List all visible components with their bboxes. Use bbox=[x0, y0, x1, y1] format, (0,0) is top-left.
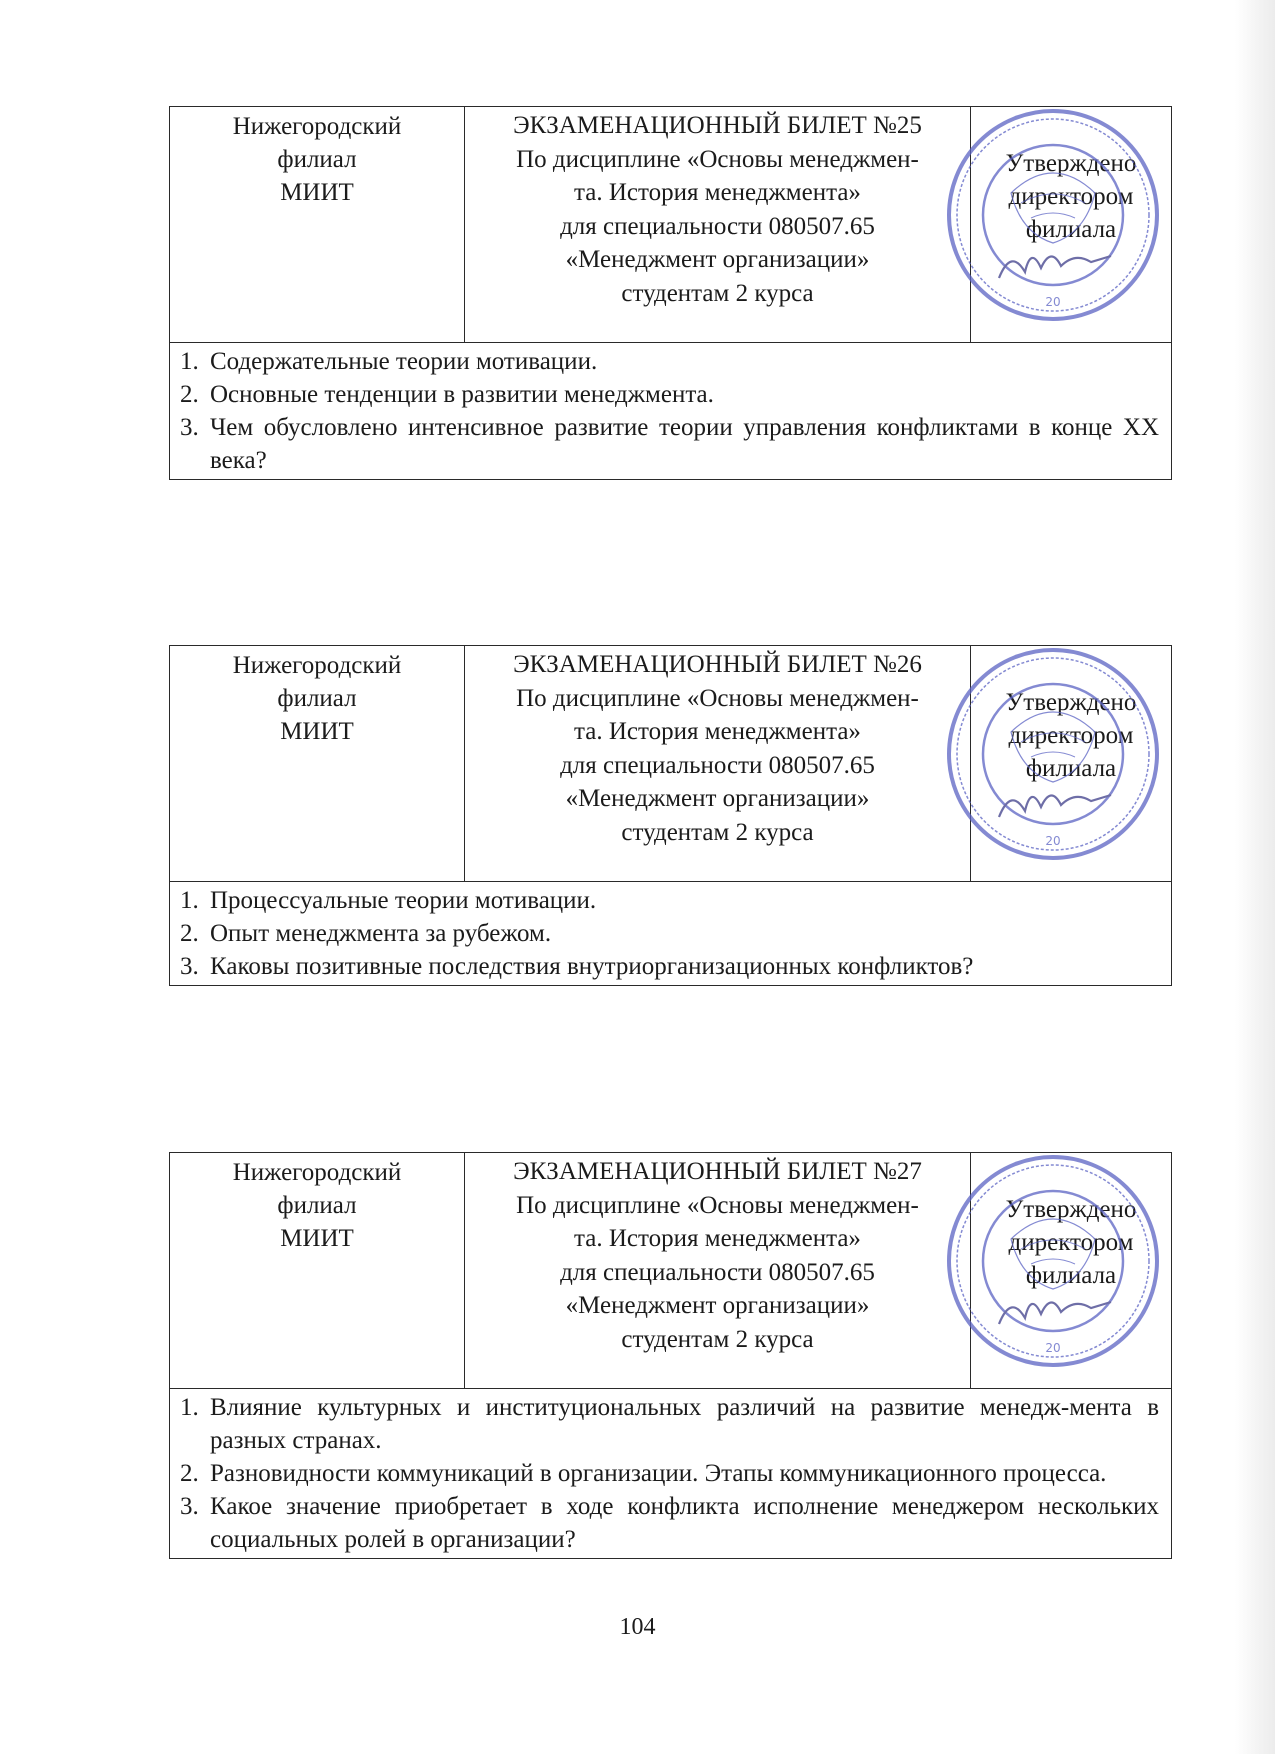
question-text: Разновидности коммуникаций в организации. Этапы коммуникационного процесса. bbox=[210, 1460, 1107, 1487]
question-text: Содержательные теории мотивации. bbox=[210, 348, 598, 375]
approval-line: Утверждено bbox=[1005, 689, 1137, 716]
approval-line: директором bbox=[1008, 1229, 1134, 1256]
ticket-title-cell bbox=[465, 1153, 971, 1388]
question-item bbox=[180, 950, 1159, 983]
course-line: студентам 2 курса bbox=[621, 279, 814, 307]
approval-line: директором bbox=[1008, 183, 1134, 210]
org-line: филиал bbox=[277, 1192, 357, 1219]
exam-ticket-26 bbox=[169, 645, 1172, 986]
approval-line: филиала bbox=[1025, 755, 1117, 782]
question-item bbox=[180, 884, 1159, 917]
ticket-title: ЭКЗАМЕНАЦИОННЫЙ БИЛЕТ №26 bbox=[513, 651, 922, 678]
approval-line: филиала bbox=[1025, 1262, 1117, 1289]
discipline-line: та. История менеджмента» bbox=[574, 179, 861, 206]
specialty-line: для специальности 080507.65 bbox=[560, 212, 875, 240]
question-number: 3. bbox=[180, 1493, 199, 1520]
question-number: 2. bbox=[180, 920, 199, 947]
org-line: Нижегородский bbox=[232, 652, 402, 679]
course-line: студентам 2 курса bbox=[621, 1325, 814, 1353]
scan-edge-shadow bbox=[1235, 0, 1275, 1754]
question-text: Опыт менеджмента за рубежом. bbox=[210, 920, 552, 947]
org-line: филиал bbox=[277, 685, 357, 712]
specialty-name: «Менеджмент организации» bbox=[565, 785, 870, 812]
approval-line: филиала bbox=[1025, 216, 1117, 243]
specialty-line: для специальности 080507.65 bbox=[560, 1258, 875, 1286]
org-line: МИИТ bbox=[280, 718, 354, 745]
org-line: филиал bbox=[277, 146, 357, 173]
approval-line: Утверждено bbox=[1005, 150, 1137, 177]
ticket-title: ЭКЗАМЕНАЦИОННЫЙ БИЛЕТ №27 bbox=[513, 1158, 922, 1185]
seal-year: 20 bbox=[1045, 834, 1061, 848]
question-number: 2. bbox=[180, 381, 199, 408]
organization-cell bbox=[170, 107, 465, 342]
question-item bbox=[180, 378, 1159, 411]
questions-list bbox=[170, 343, 1171, 479]
ticket-title-cell bbox=[465, 107, 971, 342]
question-item bbox=[180, 1490, 1159, 1556]
discipline-line: По дисциплине «Основы менеджмен- bbox=[516, 684, 919, 712]
seal-year: 20 bbox=[1045, 295, 1061, 309]
course-line: студентам 2 курса bbox=[621, 818, 814, 846]
approval-line: Утверждено bbox=[1005, 1196, 1137, 1223]
organization-cell bbox=[170, 646, 465, 881]
org-line: МИИТ bbox=[280, 1225, 354, 1252]
ticket-title: ЭКЗАМЕНАЦИОННЫЙ БИЛЕТ №25 bbox=[513, 112, 922, 139]
discipline-line: та. История менеджмента» bbox=[574, 718, 861, 745]
question-item bbox=[180, 411, 1159, 477]
question-text: Основные тенденции в развитии менеджмента. bbox=[210, 381, 714, 408]
question-item bbox=[180, 917, 1159, 950]
specialty-line: для специальности 080507.65 bbox=[560, 751, 875, 779]
approval-cell bbox=[971, 646, 1171, 881]
discipline-line: По дисциплине «Основы менеджмен- bbox=[516, 1191, 919, 1219]
discipline-line: По дисциплине «Основы менеджмен- bbox=[516, 145, 919, 173]
org-line: Нижегородский bbox=[232, 113, 402, 140]
question-text: Влияние культурных и институциональных различий на развитие менедж-мента в разных странах. bbox=[210, 1394, 1159, 1454]
approval-cell bbox=[971, 1153, 1171, 1388]
approval-cell bbox=[971, 107, 1171, 342]
approval-line: директором bbox=[1008, 722, 1134, 749]
question-number: 1. bbox=[180, 1394, 199, 1421]
question-number: 1. bbox=[180, 348, 199, 375]
specialty-name: «Менеджмент организации» bbox=[565, 1292, 870, 1319]
question-number: 2. bbox=[180, 1460, 199, 1487]
exam-ticket-27 bbox=[169, 1152, 1172, 1559]
question-item bbox=[180, 1457, 1159, 1490]
ticket-header bbox=[170, 1153, 1171, 1389]
specialty-name: «Менеджмент организации» bbox=[565, 246, 870, 273]
organization-cell bbox=[170, 1153, 465, 1388]
exam-ticket-25 bbox=[169, 106, 1172, 480]
question-item bbox=[180, 1391, 1159, 1457]
question-number: 3. bbox=[180, 414, 199, 441]
question-text: Процессуальные теории мотивации. bbox=[210, 887, 597, 914]
questions-list bbox=[170, 882, 1171, 985]
ticket-header bbox=[170, 646, 1171, 882]
org-line: Нижегородский bbox=[232, 1159, 402, 1186]
discipline-line: та. История менеджмента» bbox=[574, 1225, 861, 1252]
org-line: МИИТ bbox=[280, 179, 354, 206]
question-text: Какое значение приобретает в ходе конфликта исполнение менеджером нескольких социальных ролей в организации? bbox=[210, 1493, 1159, 1553]
page-number: 104 bbox=[619, 1614, 656, 1640]
ticket-header bbox=[170, 107, 1171, 343]
question-number: 3. bbox=[180, 953, 199, 980]
question-text: Чем обусловлено интенсивное развитие теории управления конфликтами в конце XX века? bbox=[210, 414, 1159, 474]
questions-list bbox=[170, 1389, 1171, 1558]
question-item bbox=[180, 345, 1159, 378]
seal-year: 20 bbox=[1045, 1341, 1061, 1355]
ticket-title-cell bbox=[465, 646, 971, 881]
question-text: Каковы позитивные последствия внутриорганизационных конфликтов? bbox=[210, 953, 974, 980]
question-number: 1. bbox=[180, 887, 199, 914]
